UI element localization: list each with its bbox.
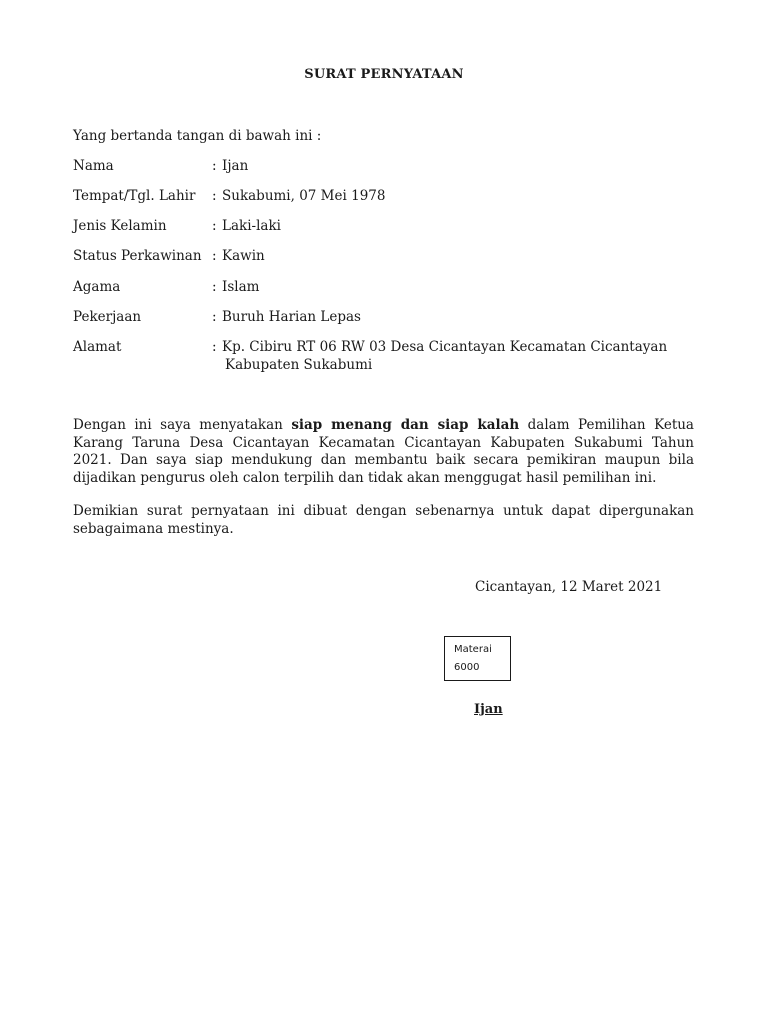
place-date: Cicantayan, 12 Maret 2021 <box>475 579 663 595</box>
field-label: Tempat/Tgl. Lahir <box>73 188 196 204</box>
field-value: Sukabumi, 07 Mei 1978 <box>222 188 386 204</box>
field-value: Islam <box>222 279 260 295</box>
field-value-continued: Kabupaten Sukabumi <box>225 357 373 373</box>
closing-paragraph: Demikian surat pernyataan ini dibuat dengan sebenarnya untuk dapat dipergunakan sebagaimana mestinya. <box>73 503 694 537</box>
intro-text: Yang bertanda tangan di bawah ini : <box>73 128 322 144</box>
field-colon: : <box>212 218 217 234</box>
statement-emphasis: siap menang dan siap kalah <box>291 417 520 433</box>
field-colon: : <box>212 339 217 355</box>
field-colon: : <box>212 158 217 174</box>
field-label: Alamat <box>73 339 122 355</box>
field-label: Nama <box>73 158 114 174</box>
field-colon: : <box>212 279 217 295</box>
field-value: Buruh Harian Lepas <box>222 309 361 325</box>
field-label: Jenis Kelamin <box>73 218 167 234</box>
field-colon: : <box>212 309 217 325</box>
statement-text-end: dalam Pemilihan Ketua Karang Taruna Desa Cicantayan Kecamatan Cicantayan Kabupaten Sukabumi Tahun 2021. Dan saya siap mendukung dan membantu baik secara pemikiran maupun bila dijadikan pengurus oleh calon terpilih dan tidak akan menggugat hasil pemilihan ini. <box>73 417 694 486</box>
stamp-label: Materai <box>454 644 492 655</box>
statement-paragraph <box>73 417 694 487</box>
document-title: SURAT PERNYATAAN <box>304 67 464 82</box>
field-value: Kp. Cibiru RT 06 RW 03 Desa Cicantayan Kecamatan Cicantayan <box>222 339 668 355</box>
field-value: Kawin <box>222 248 265 264</box>
field-label: Status Perkawinan <box>73 248 202 264</box>
stamp-value: 6000 <box>454 662 480 673</box>
field-value: Ijan <box>222 158 249 174</box>
field-colon: : <box>212 248 217 264</box>
signer-name: Ijan <box>474 702 503 717</box>
field-colon: : <box>212 188 217 204</box>
field-value: Laki-laki <box>222 218 281 234</box>
statement-text-start: Dengan ini saya menyatakan <box>73 417 292 433</box>
field-label: Agama <box>73 279 121 295</box>
field-label: Pekerjaan <box>73 309 142 325</box>
stamp-duty-box <box>444 636 511 681</box>
